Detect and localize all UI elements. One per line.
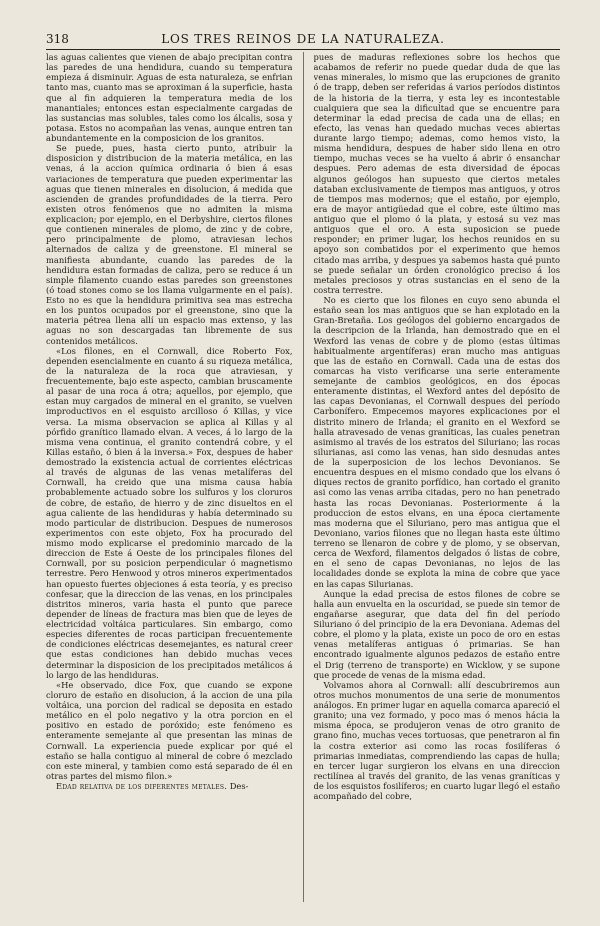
paragraph: Aunque la edad precisa de estos filones de cobre se halla aun envuelta en la oscuridad, se puede sin temor de engañarse asegurar, que data del fin del período Siluriano ó del principio de la era Devoniana. Ademas del cobre, el plomo y la plata, existe un poco de oro en estas venas metalíferas antiguas ó primarias. Se han encontrado igualmente algunos pedazos de estaño entre el Drig (terreno de transporte) en Wicklow, y se supone que procede de venas de la misma edad. bbox=[313, 588, 560, 680]
paragraph: pues de maduras reflexiones sobre los hechos que acabamos de referir no puede quedar duda de que las venas minerales, lo mismo que las erupciones de granito ó de trapp, deben ser referidas á varios períodos distintos de la historia de la tierra, y esta ley es incontestable cualquiera que sea la dificultad que se encuentre para determinar la edad precisa de cada una de ellas; en efecto, las venas han quedado muchas veces abiertas durante largo tiempo; ademas, como hemos visto, la misma hendidura, despues de haber sido llena en otro tiempo, muchas veces se ha vuelto á abrir ó ensanchar despues. Pero ademas de esta diversidad de épocas algunos geólogos han supuesto que ciertos metales databan exclusivamente de tiempos mas antiguos, y otros de tiempos mas modernos; que el estaño, por ejemplo, era de mayor antigüedad que el cobre, este último mas antiguo que el plomo ó la plata, y estosá su vez mas antiguos que el oro. A esta suposicion se puede responder; en primer lugar, los hechos reunidos en su apoyo son combatidos por el experimento que hemos citado mas arriba, y despues ya sabemos hasta qué punto se puede señalar un órden cronológico preciso á los metales preciosos y otras sustancias en el seno de la costra terrestre. bbox=[313, 52, 560, 295]
left-column bbox=[46, 52, 293, 902]
text-columns bbox=[46, 52, 560, 902]
running-title: LOS TRES REINOS DE LA NATURALEZA. bbox=[161, 32, 445, 46]
page-number: 318 bbox=[46, 32, 69, 46]
paragraph: No es cierto que los filones en cuyo seno abunda el estaño sean los mas antiguos que se han explotado en la Gran-Bretaña. Los geólogos del gobierno encargados de la descripcion de la Irlanda, han demostrado que en el Wexford las venas de cobre y de plomo (estas últimas habitualmente argentíferas) eran mucho mas antiguas que las de estaño en Cornwall. Cada una de estas dos comarcas ha visto verificarse una serie enteramente semejante de cambios geológicos, en dos épocas enteramente distintas, el Wexford antes del depósito de las capas Devonianas, el Cornwall despues del período Carbonífero. Empecemos mayores explicaciones por el distrito minero de Irlanda; el granito en el Wexford se halla atravesado de venas graníticas, las cuales penetran asimismo al través de los estratos del Siluriano; las rocas silurianas, asi como las venas, han sido desnudas antes de la superposicion de los lechos Devonianos. Se encuentra despues en el mismo condado que los elvans ó diques rectos de granito porfídico, han cortado el granito asi como las venas arriba citadas, pero no han penetrado hasta las rocas Devonianas. Posteriormente á la produccion de estos elvans, en una época ciertamente mas moderna que el Siluriano, pero mas antigua que el Devoniano, varios filones que no llegan hasta este último terreno se llenaron de cobre y de plomo, y se observan, cerca de Wexford, filamentos delgados ó listas de cobre, en el seno de capas Devonianas, no lejos de las localidades donde se explota la mina de cobre que yace en las capas Silurianas. bbox=[313, 295, 560, 589]
section-paragraph bbox=[46, 781, 293, 791]
paragraph: las aguas calientes que vienen de abajo precipitan contra las paredes de una hendidura, cuando su temperatura empieza á disminuir. Aguas de esta naturaleza, se enfrian tanto mas, cuanto mas se aproximan á la superficie, hasta que al fin adquieren la temperatura media de los manantiales; entonces estan especialmente cargadas de las sustancias mas solubles, tales como los álcalis, sosa y potasa. Estos no acompañan las venas, aunque entren tan abundantemente en la composicion de los granitos. bbox=[46, 52, 293, 143]
right-column bbox=[314, 52, 561, 902]
paragraph-text: Des- bbox=[229, 781, 249, 791]
column-divider bbox=[303, 52, 304, 902]
section-heading: Edad relativa de los diferentes metales. bbox=[56, 781, 228, 791]
paragraph: Se puede, pues, hasta cierto punto, atribuir la disposicion y distribucion de la materia metálica, en las venas, á la accion química ordinaria ó bien á esas variaciones de temperatura que pueden experimentar las aguas que tienen minerales en disolucion, á medida que ascienden de grandes profundidades de la tierra. Pero existen otros fenómenos que no admiten la misma explicacion; por ejemplo, en el Derbyshire, ciertos filones que contienen minerales de plomo, de zinc y de cobre, pero principalmente de plomo, atraviesan lechos alternados de caliza y de greenstone. El mineral se manifiesta abundante, cuando las paredes de la hendidura estan formadas de caliza, pero se reduce á un simple filamento cuando estas paredes son greenstones (ó toad stones como se los llama vulgarmente en el país). Esto no es que la hendidura primitiva sea mas estrecha en los puntos ocupados por el greenstone, sino que la materia pétrea llena allí un espacio mas extenso, y las aguas no son descargadas tan libremente de sus contenidos metálicos. bbox=[46, 143, 293, 346]
paragraph: «He observado, dice Fox, que cuando se expone cloruro de estaño en disolucion, á la accion de una pila voltáica, una porcion del radical se deposita en estado metálico en el polo negativo y la otra porcion en el positivo en estado de poróxido; este fenómeno es enteramente semejante al que presentan las minas de Cornwall. La experiencia puede explicar por qué el estaño se halla contiguo al mineral de cobre ó mezclado con este mineral, y tambien como está separado de él en otras partes del mismo filon.» bbox=[46, 679, 293, 781]
page-header bbox=[46, 32, 560, 48]
paragraph: «Los filones, en el Cornwall, dice Roberto Fox, dependen esencialmente en cuanto á su riqueza metálica, de la naturaleza de la roca que atraviesan, y frecuentemente, bajo este aspecto, cambian bruscamente al pasar de una roca á otra; aquellos, por ejemplo, que estan muy cargados de mineral en el granito, se vuelven improductivos en el esquisto arcilloso ó Killas, y vice versa. La misma observacion se aplica al Killas y al pórfido granítico llamado elvan. A veces, á lo largo de la misma vena continua, el granito contendrá cobre, y el Killas estaño, ó bien á la inversa.» Fox, despues de haber demostrado la existencia actual de corrientes eléctricas al través de algunas de las venas metalíferas del Cornwall, ha creido que una misma causa había probablemente actuado sobre los sulfuros y los cloruros de cobre, de estaño, de hierro y de zinc disueltos en el agua caliente de las hendiduras y había determinado su modo particular de distribucion. Despues de numerosos experimentos con este objeto, Fox ha procurado del mismo modo explicarse el predominio marcado de la direccion de Este á Oeste de los principales filones del Cornwall, por su posicion perpendicular ó magnetismo terrestre. Pero Henwood y otros mineros experimentados han opuesto fuertes objeciones á esta teoría, y es preciso confesar, que la direccion de las venas, en los principales distritos mineros, varia hasta el punto que parece depender de líneas de fractura mas bien que de leyes de electricidad voltáica particulares. Sin embargo, como especies diferentes de rocas participan frecuentemente de condiciones eléctricas desemejantes, es natural creer que estas condiciones han debido muchas veces determinar la disposicion de los precipitados metálicos á lo largo de las hendiduras. bbox=[46, 345, 293, 680]
paragraph: Volvamos ahora al Cornwall: allí descubriremos aun otros muchos monumentos de una serie de monumentos análogos. En primer lugar en aquella comarca apareció el granito; una vez formado, y poco mas ó menos hácia la misma época, se produjeron venas de otro granito de grano fino, muchas veces tortuosas, que penetraron al fin la costra exterior asi como las rocas fosilíferas ó primarias inmediatas, comprendiendo las capas de hulla; en tercer lugar surgieron los elvans en una direccion rectilínea al través del granito, de las venas graníticas y de los esquistos fosilíferos; en cuarto lugar llegó el estaño acompañado del cobre, bbox=[313, 679, 560, 802]
header-rule bbox=[46, 49, 560, 50]
